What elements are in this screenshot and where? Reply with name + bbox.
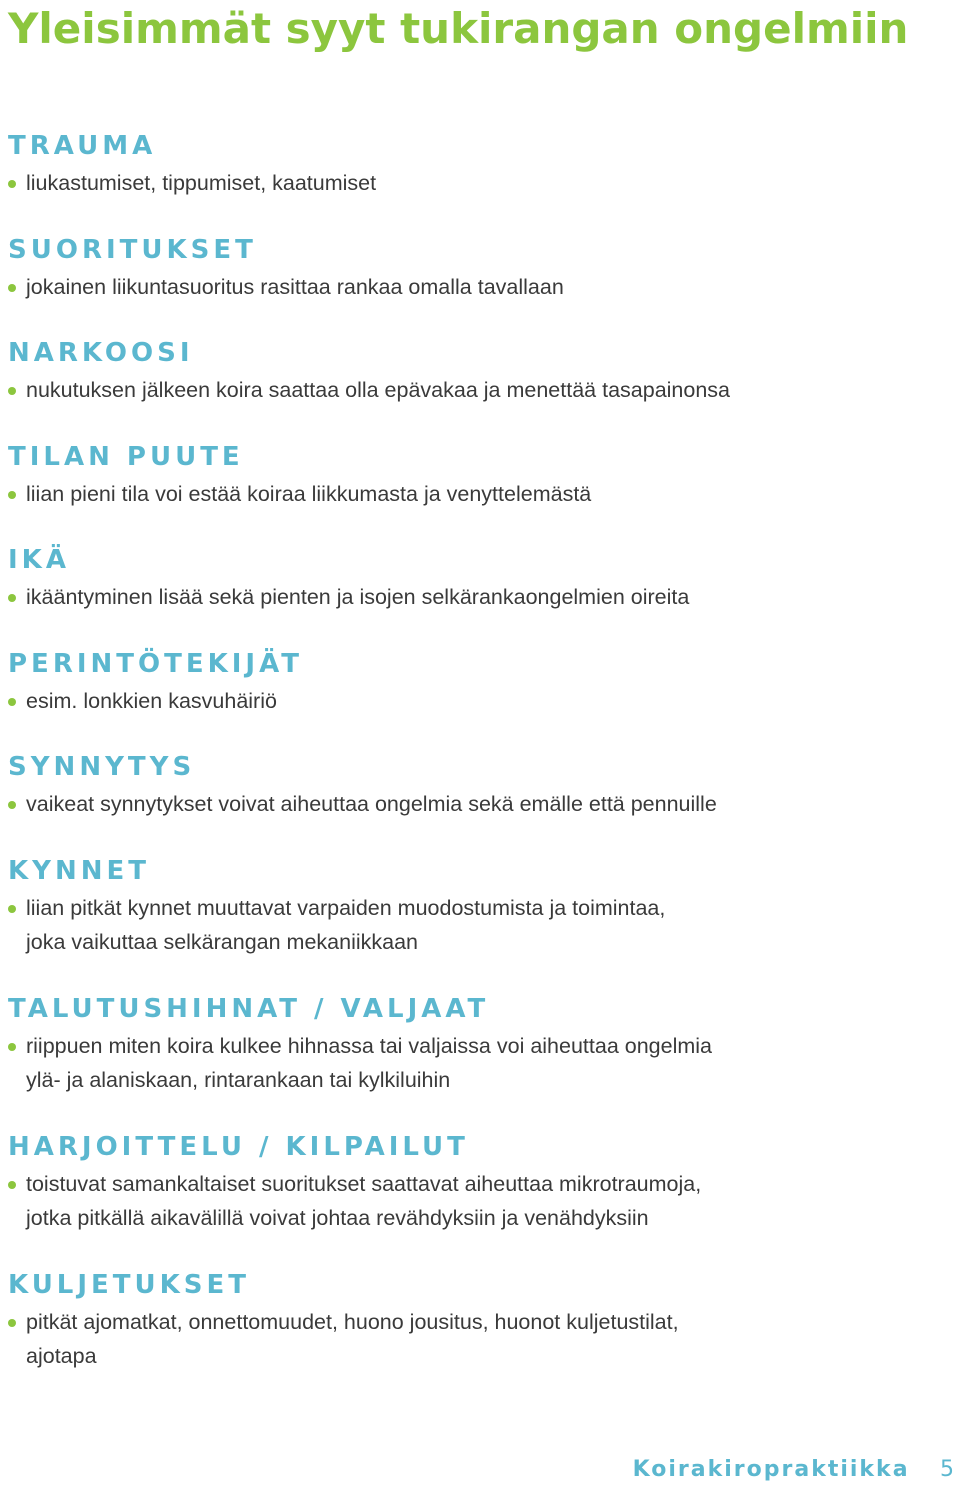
section-heading: TILAN PUUTE <box>8 441 244 472</box>
cause-section <box>8 230 938 305</box>
bullet-text: liukastumiset, tippumiset, kaatumiset <box>26 171 377 195</box>
page-footer <box>633 1453 954 1487</box>
bullet-dot-icon <box>8 284 16 292</box>
bullet-item <box>8 684 938 719</box>
bullet-dot-icon <box>8 387 16 395</box>
bullet-text: riippuen miten koira kulkee hihnassa tai valjaissa voi aiheuttaa ongelmia <box>26 1033 713 1058</box>
cause-section <box>8 126 938 201</box>
bullet-list <box>8 787 938 822</box>
bullet-text: vaikeat synnytykset voivat aiheuttaa ongelmia sekä emälle että pennuille <box>26 792 717 816</box>
bullet-list <box>8 1029 938 1098</box>
bullet-text: ikääntyminen lisää sekä pienten ja isojen selkärankaongelmien oireita <box>26 585 690 609</box>
bullet-list <box>8 891 938 960</box>
bullet-text: ajotapa <box>26 1344 97 1368</box>
footer-brand: Koirakiropraktiikka <box>632 1457 910 1482</box>
cause-section <box>8 644 938 719</box>
section-gap <box>8 511 938 540</box>
bullet-item <box>8 580 938 615</box>
bullet-text: toistuvat samankaltaiset suoritukset saattavat aiheuttaa mikrotraumoja, <box>26 1171 702 1196</box>
bullet-text: jokainen liikuntasuoritus rasittaa rankaa omalla tavallaan <box>26 274 564 299</box>
section-gap <box>8 304 938 333</box>
section-heading: TRAUMA <box>8 131 157 161</box>
bullet-item <box>8 270 938 305</box>
bullet-list <box>8 477 938 512</box>
section-gap <box>8 822 938 851</box>
bullet-item <box>8 1167 938 1236</box>
cause-section <box>8 1265 938 1374</box>
bullet-text: nukutuksen jälkeen koira saattaa olla epävakaa ja menettää tasapainonsa <box>26 378 731 402</box>
bullet-dot-icon <box>8 905 16 913</box>
bullet-item <box>8 1305 938 1374</box>
bullet-text: liian pieni tila voi estää koiraa liikkumasta ja venyttelemästä <box>26 481 592 506</box>
bullet-dot-icon <box>8 1181 16 1189</box>
bullet-text: liian pitkät kynnet muuttavat varpaiden muodostumista ja toimintaa, <box>26 895 666 920</box>
cause-section <box>8 437 938 512</box>
section-heading: SYNNYTYS <box>8 752 196 782</box>
bullet-item <box>8 1029 938 1098</box>
page-number: 5 <box>940 1457 954 1482</box>
bullet-text: jotka pitkällä aikavälillä voivat johtaa revähdyksiin ja venähdyksiin <box>26 1206 649 1230</box>
section-heading: HARJOITTELU / KILPAILUT <box>8 1131 469 1162</box>
section-gap <box>8 1098 938 1127</box>
bullet-item <box>8 166 938 201</box>
section-heading: IKÄ <box>8 545 70 575</box>
section-heading: PERINTÖTEKIJÄT <box>8 648 303 679</box>
bullet-list <box>8 166 938 201</box>
bullet-dot-icon <box>8 491 16 499</box>
bullet-dot-icon <box>8 594 16 602</box>
bullet-list <box>8 1305 938 1374</box>
section-gap <box>8 201 938 230</box>
cause-section <box>8 333 938 408</box>
bullet-item <box>8 891 938 960</box>
bullet-dot-icon <box>8 1043 16 1051</box>
page-title: Yleisimmät syyt tukirangan ongelmiin <box>8 4 909 53</box>
bullet-list <box>8 373 938 408</box>
bullet-dot-icon <box>8 180 16 188</box>
section-heading: NARKOOSI <box>8 338 194 368</box>
bullet-item <box>8 477 938 512</box>
section-gap <box>8 615 938 644</box>
cause-section <box>8 851 938 960</box>
bullet-text: joka vaikuttaa selkärangan mekaniikkaan <box>26 930 419 954</box>
bullet-list <box>8 1167 938 1236</box>
bullet-list <box>8 580 938 615</box>
section-gap <box>8 960 938 989</box>
section-gap <box>8 718 938 747</box>
bullet-list <box>8 270 938 305</box>
cause-section <box>8 989 938 1098</box>
cause-section <box>8 540 938 615</box>
bullet-text: esim. lonkkien kasvuhäiriö <box>26 688 277 713</box>
cause-section <box>8 1127 938 1236</box>
bullet-dot-icon <box>8 801 16 809</box>
bullet-text: pitkät ajomatkat, onnettomuudet, huono jousitus, huonot kuljetustilat, <box>26 1309 679 1334</box>
section-heading: TALUTUSHIHNAT / VALJAAT <box>8 993 490 1024</box>
bullet-dot-icon <box>8 698 16 706</box>
section-heading: SUORITUKSET <box>8 234 257 265</box>
bullet-item <box>8 787 938 822</box>
bullet-item <box>8 373 938 408</box>
section-heading: KYNNET <box>8 855 150 886</box>
cause-section <box>8 747 938 822</box>
section-gap <box>8 1236 938 1265</box>
cause-sections <box>8 126 938 1374</box>
section-gap <box>8 408 938 437</box>
bullet-dot-icon <box>8 1319 16 1327</box>
section-heading: KULJETUKSET <box>8 1269 251 1300</box>
bullet-text: ylä- ja alaniskaan, rintarankaan tai kylkiluihin <box>26 1068 451 1092</box>
bullet-list <box>8 684 938 719</box>
